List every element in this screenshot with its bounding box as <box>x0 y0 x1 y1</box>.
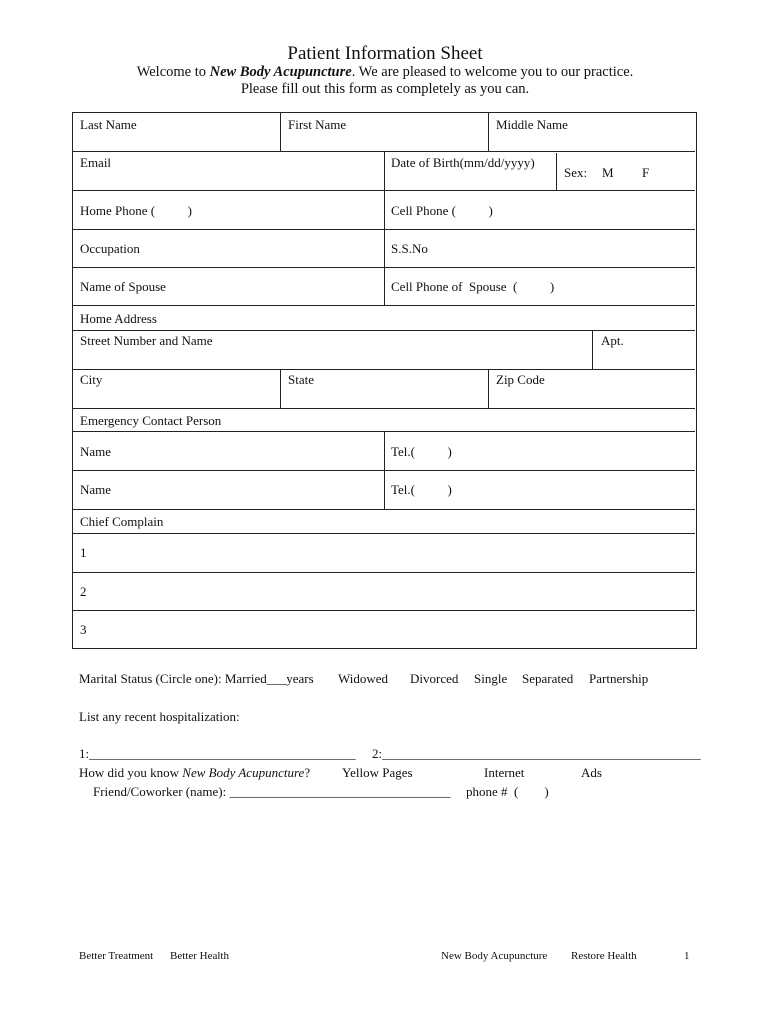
email-field[interactable]: Email <box>80 155 112 170</box>
street-field[interactable]: Street Number and Name <box>80 333 213 348</box>
marital-option-widowed[interactable]: Widowed <box>338 671 389 686</box>
complaint-3-field[interactable]: 3 <box>80 622 87 637</box>
col-divider <box>384 190 385 305</box>
hospitalization-line-2[interactable]: 2:_________________________________________________ <box>372 746 701 761</box>
emergency-heading: Emergency Contact Person <box>80 413 222 428</box>
referral-post: ? <box>304 765 311 780</box>
middle-name-field[interactable]: Middle Name <box>496 117 568 132</box>
col-divider <box>488 113 489 151</box>
referral-option-yellow-pages[interactable]: Yellow Pages <box>342 765 413 780</box>
row-divider <box>73 330 695 331</box>
footer-right-2: Restore Health <box>571 950 637 962</box>
footer-left-1: Better Treatment <box>79 950 154 962</box>
marital-status-label: Marital Status (Circle one): Married___years <box>79 671 314 686</box>
sex-label: Sex: <box>564 165 588 180</box>
first-name-field[interactable]: First Name <box>288 117 347 132</box>
col-divider <box>488 369 489 408</box>
instruction-line: Please fill out this form as completely as you can. <box>240 81 530 97</box>
apt-field[interactable]: Apt. <box>601 333 624 348</box>
emergency-tel-1-field[interactable]: Tel.( ) <box>391 444 452 459</box>
spouse-name-field[interactable]: Name of Spouse <box>80 279 166 294</box>
welcome-post: . We are pleased to welcome you to our practice. <box>351 64 634 80</box>
emergency-name-1-field[interactable]: Name <box>80 444 112 459</box>
col-divider <box>384 431 385 509</box>
row-divider <box>73 305 695 306</box>
marital-option-divorced[interactable]: Divorced <box>410 671 459 686</box>
col-divider <box>280 113 281 151</box>
spouse-cell-field[interactable]: Cell Phone of Spouse ( ) <box>391 279 555 294</box>
complaint-2-field[interactable]: 2 <box>80 584 87 599</box>
hospitalization-label: List any recent hospitalization: <box>79 709 240 724</box>
col-divider <box>280 369 281 408</box>
sex-option-f[interactable]: F <box>642 165 650 180</box>
welcome-pre: Welcome to <box>136 64 210 80</box>
referral-brand: New Body Acupuncture <box>182 765 305 780</box>
referral-option-internet[interactable]: Internet <box>484 765 525 780</box>
row-divider <box>73 408 695 409</box>
complaint-1-field[interactable]: 1 <box>80 545 87 560</box>
patient-form-table <box>72 112 697 649</box>
footer-left-2: Better Health <box>170 950 229 962</box>
welcome-line <box>0 64 770 81</box>
col-divider <box>556 153 557 190</box>
cell-phone-field[interactable]: Cell Phone ( ) <box>391 203 493 218</box>
row-divider <box>73 533 695 534</box>
welcome-brand: New Body Acupuncture <box>209 64 352 80</box>
home-address-heading: Home Address <box>80 311 157 326</box>
state-field[interactable]: State <box>288 372 314 387</box>
row-divider <box>73 572 695 573</box>
referral-friend-field[interactable]: Friend/Coworker (name): __________________________________ <box>93 784 451 799</box>
referral-pre: How did you know <box>79 765 183 780</box>
col-divider <box>592 330 593 369</box>
emergency-name-2-field[interactable]: Name <box>80 482 112 497</box>
marital-option-single[interactable]: Single <box>474 671 508 686</box>
page-number: 1 <box>684 950 690 962</box>
page-title: Patient Information Sheet <box>287 43 483 64</box>
marital-option-partnership[interactable]: Partnership <box>589 671 649 686</box>
dob-field[interactable]: Date of Birth(mm/dd/yyyy) <box>391 155 535 170</box>
marital-option-separated[interactable]: Separated <box>522 671 574 686</box>
emergency-tel-2-field[interactable]: Tel.( ) <box>391 482 452 497</box>
home-phone-field[interactable]: Home Phone ( ) <box>80 203 192 218</box>
last-name-field[interactable]: Last Name <box>80 117 137 132</box>
occupation-field[interactable]: Occupation <box>80 241 140 256</box>
referral-phone-field[interactable]: phone # ( ) <box>466 784 549 799</box>
row-divider <box>73 369 695 370</box>
chief-complain-heading: Chief Complain <box>80 514 164 529</box>
city-field[interactable]: City <box>80 372 103 387</box>
sex-option-m[interactable]: M <box>602 165 614 180</box>
col-divider <box>384 151 385 190</box>
footer-right-1: New Body Acupuncture <box>441 950 548 962</box>
row-divider <box>73 610 695 611</box>
row-divider <box>73 509 695 510</box>
referral-question <box>79 765 310 781</box>
zip-field[interactable]: Zip Code <box>496 372 545 387</box>
ssn-field[interactable]: S.S.No <box>391 241 428 256</box>
hospitalization-line-1[interactable]: 1:_________________________________________ <box>79 746 356 761</box>
referral-option-ads[interactable]: Ads <box>581 765 602 780</box>
